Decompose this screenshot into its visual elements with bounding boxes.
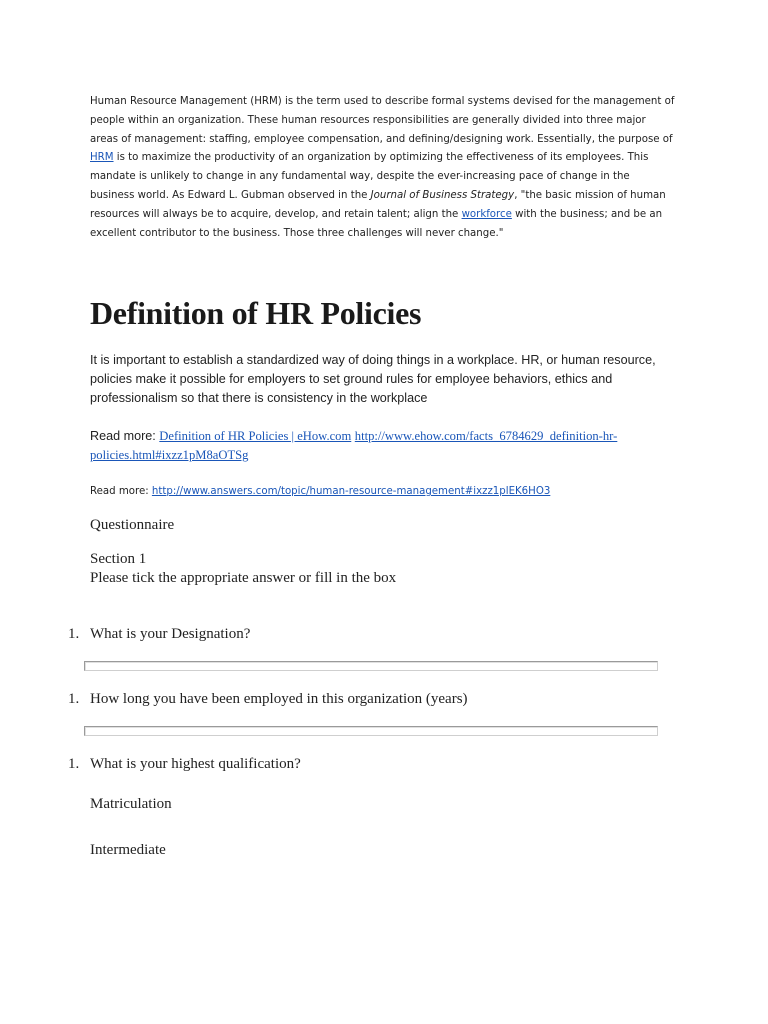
intro-text-4: with the business; and be an excellent contributor to the business. Those three challenges will never change." (90, 208, 663, 239)
ehow-title-link[interactable]: Definition of HR Policies | eHow.com (159, 429, 352, 443)
questionnaire-title: Questionnaire (90, 517, 175, 533)
question-number: 1. (68, 691, 80, 707)
intro-text-1: Human Resource Management (HRM) is the term used to describe formal systems devised for the management of people within an organization. These human resources responsibilities are generally divided into three major areas of management: staffing, employee compensation, and defining/designing work. Essentially, the purpose of (90, 96, 675, 145)
intro-text-2: is to maximize the productivity of an organization by optimizing the effectiveness of its employees. This mandate is unlikely to change in any fundamental way, despite the ever-increasing pace of change in the business world. As Edward L. Gubman observed in the (90, 152, 649, 201)
question-text: What is your highest qualification? (90, 756, 301, 772)
read-more-label: Read more: (90, 486, 152, 497)
option-intermediate[interactable]: Intermediate (90, 842, 166, 858)
question-number: 1. (68, 756, 80, 772)
workforce-link[interactable]: workforce (461, 208, 512, 220)
question-number: 1. (68, 626, 80, 642)
hrm-link[interactable]: HRM (90, 152, 114, 164)
intro-paragraph (90, 93, 675, 243)
designation-answer-box[interactable] (84, 661, 658, 671)
read-more-answers (90, 484, 690, 500)
read-more-label: Read more: (90, 429, 160, 443)
employment-years-answer-box[interactable] (84, 726, 658, 736)
answers-url-link[interactable]: http://www.answers.com/topic/human-resource-management#ixzz1plEK6HO3 (151, 486, 551, 497)
ehow-url-link[interactable]: http://www.ehow.com/facts_6784629_definition-hr-policies.html#ixzz1pM8aOTSg (90, 429, 618, 462)
read-more-ehow (90, 427, 650, 465)
section-heading: Definition of HR Policies (90, 295, 422, 331)
journal-title: Journal of Business Strategy (370, 189, 515, 201)
instruction-text: Please tick the appropriate answer or fill in the box (90, 570, 397, 586)
hr-policies-paragraph: It is important to establish a standardized way of doing things in a workplace. HR, or human resource, policies make it possible for employers to set ground rules for employee behaviors, ethics and professionalism so that there is consistency in the workplace (90, 353, 656, 405)
intro-text-3: , "the basic mission of human resources will always be to acquire, develop, and retain talent; align the (90, 189, 666, 220)
option-matriculation[interactable]: Matriculation (90, 796, 172, 812)
section-title: Section 1 (90, 551, 147, 567)
question-text: How long you have been employed in this organization (years) (90, 691, 468, 707)
question-text: What is your Designation? (90, 626, 251, 642)
